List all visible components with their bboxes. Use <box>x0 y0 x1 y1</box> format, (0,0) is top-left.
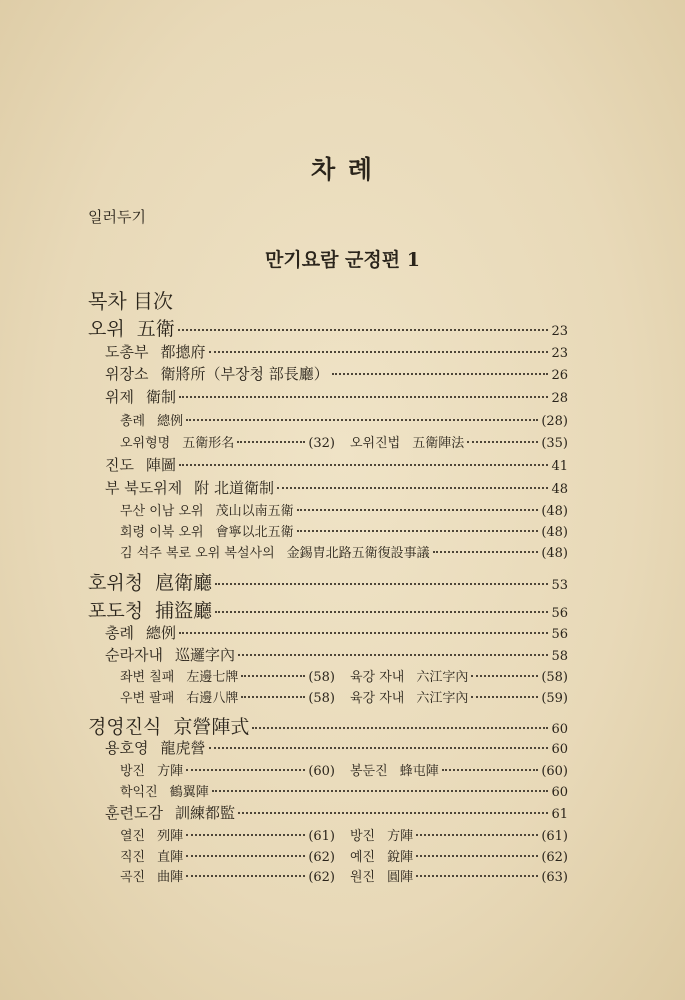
toc-entry <box>120 410 568 429</box>
page-number: 23 <box>551 346 568 361</box>
entry-hanja: 列陣 <box>157 829 184 844</box>
entry-korean: 순라자내 <box>105 646 163 664</box>
entry-korean: 도총부 <box>105 343 149 361</box>
toc-entry <box>105 454 568 475</box>
entry-korean: 오위 <box>88 318 125 340</box>
toc-entry <box>105 622 568 643</box>
page-number: 41 <box>551 459 568 474</box>
toc-entry <box>350 866 568 885</box>
entry-hanja: 曲陣 <box>157 870 184 885</box>
toc-entry <box>120 825 335 844</box>
entry-korean: 우변 팔패 <box>120 691 175 706</box>
entry-hanja: 總例 <box>157 414 184 429</box>
toc-entry <box>120 500 568 519</box>
entry-korean: 진도 <box>105 456 134 474</box>
toc-entry <box>105 737 568 758</box>
toc-entry <box>120 781 568 800</box>
toc-entry <box>120 666 335 685</box>
toc-heading: 목차 目次 <box>88 289 173 313</box>
entry-hanja: 銳陣 <box>387 850 414 865</box>
toc-entry <box>105 341 568 362</box>
entry-hanja: 訓練都監 <box>174 804 235 822</box>
leader-dots <box>238 812 548 814</box>
entry-korean: 회령 이북 오위 <box>120 525 204 540</box>
entry-korean: 오위진법 <box>350 436 401 451</box>
page-number: 58 <box>551 649 568 664</box>
entry-hanja: 龍虎營 <box>160 739 206 757</box>
leader-dots <box>209 747 549 749</box>
volume-title: 만기요람 군정편 1 <box>265 249 420 271</box>
entry-hanja: 京營陣式 <box>173 716 250 738</box>
entry-korean: 포도청 <box>88 600 144 622</box>
entry-hanja: 巡邏字內 <box>174 646 235 664</box>
entry-korean: 총례 <box>120 414 146 429</box>
page-title: 차 례 <box>310 155 374 184</box>
toc-entry <box>120 760 335 779</box>
entry-korean: 방진 <box>120 764 146 779</box>
page-number: 26 <box>551 368 568 383</box>
entry-hanja: 扈衛廳 <box>155 572 213 594</box>
toc-entry <box>105 386 568 407</box>
entry-hanja: 直陣 <box>157 850 184 865</box>
entry-korean: 용호영 <box>105 739 149 757</box>
leader-dots <box>179 632 548 634</box>
entry-hanja: 總例 <box>145 624 176 642</box>
page-number: 56 <box>551 606 568 621</box>
entry-korean: 오위형명 <box>120 436 171 451</box>
entry-hanja: 右邊八牌 <box>186 691 239 706</box>
entry-korean: 훈련도감 <box>105 804 163 822</box>
page-number: 60 <box>551 785 568 800</box>
entry-korean: 예진 <box>350 850 376 865</box>
intro-link: 일러두기 <box>88 208 146 226</box>
leader-dots <box>252 727 548 729</box>
leader-dots <box>416 875 538 877</box>
toc-entry <box>120 866 335 885</box>
toc-entry <box>120 432 335 451</box>
page-number: (61) <box>308 829 335 844</box>
page-number: (60) <box>541 764 568 779</box>
toc-entry <box>120 521 568 540</box>
page-number: (32) <box>308 436 335 451</box>
page-number: (28) <box>541 414 568 429</box>
entry-korean: 호위청 <box>88 572 144 594</box>
entry-hanja: 會寧以北五衛 <box>215 525 294 540</box>
entry-hanja: 金錫胄北路五衛復設事議 <box>286 546 430 561</box>
entry-hanja: 五衛 <box>136 318 175 340</box>
toc-entry <box>88 596 568 623</box>
leader-dots <box>215 583 548 585</box>
entry-korean: 육강 자내 <box>350 691 405 706</box>
page-number: 53 <box>551 578 568 593</box>
toc-entry <box>105 363 568 384</box>
entry-hanja: 陣圖 <box>145 456 176 474</box>
page-number: (63) <box>541 870 568 885</box>
leader-dots <box>178 329 549 331</box>
page-number: 61 <box>551 807 568 822</box>
entry-hanja: 都摠府 <box>160 343 206 361</box>
entry-korean: 직진 <box>120 850 146 865</box>
page-number: 23 <box>551 324 568 339</box>
leader-dots <box>215 611 548 613</box>
leader-dots <box>212 790 549 792</box>
toc-entry <box>120 542 568 561</box>
leader-dots <box>186 855 305 857</box>
toc-entry <box>88 712 568 739</box>
entry-hanja: 蜂屯陣 <box>399 764 439 779</box>
page-number: (62) <box>308 850 335 865</box>
leader-dots <box>467 441 538 443</box>
entry-hanja: 六江字內 <box>416 670 469 685</box>
leader-dots <box>433 551 539 553</box>
leader-dots <box>471 696 538 698</box>
leader-dots <box>186 875 305 877</box>
entry-hanja: 茂山以南五衛 <box>215 504 294 519</box>
leader-dots <box>442 769 539 771</box>
page-number: (60) <box>308 764 335 779</box>
entry-korean: 열진 <box>120 829 146 844</box>
toc-entry <box>105 802 568 823</box>
page-number: (48) <box>541 504 568 519</box>
leader-dots <box>416 834 538 836</box>
entry-korean: 좌변 칠패 <box>120 670 175 685</box>
entry-korean: 무산 이남 오위 <box>120 504 204 519</box>
toc-entry <box>120 846 335 865</box>
page-number: (62) <box>541 850 568 865</box>
leader-dots <box>416 855 538 857</box>
leader-dots <box>297 530 539 532</box>
toc-entry <box>88 314 568 341</box>
leader-dots <box>332 373 549 375</box>
page-number: 60 <box>551 722 568 737</box>
entry-korean: 김 석주 복로 오위 복설사의 <box>120 546 275 561</box>
leader-dots <box>186 834 305 836</box>
entry-hanja: 左邊七牌 <box>186 670 239 685</box>
page-number: (35) <box>541 436 568 451</box>
page-number: 48 <box>551 482 568 497</box>
entry-korean: 위장소 <box>105 365 149 383</box>
entry-korean: 봉둔진 <box>350 764 388 779</box>
leader-dots <box>241 675 305 677</box>
toc-entry <box>105 644 568 665</box>
entry-korean: 학익진 <box>120 785 158 800</box>
page-number: (58) <box>308 691 335 706</box>
entry-hanja: 鶴翼陣 <box>169 785 209 800</box>
leader-dots <box>471 675 538 677</box>
page-number: (48) <box>541 546 568 561</box>
entry-korean: 방진 <box>350 829 376 844</box>
entry-hanja: 方陣 <box>387 829 414 844</box>
leader-dots <box>297 509 539 511</box>
entry-hanja: 五衛形名 <box>182 436 235 451</box>
page-number: (61) <box>541 829 568 844</box>
page-number: 60 <box>551 742 568 757</box>
entry-korean: 곡진 <box>120 870 146 885</box>
toc-entry <box>120 687 335 706</box>
entry-korean: 부 북도위제 <box>105 479 183 497</box>
toc-entry <box>88 568 568 595</box>
entry-hanja: 衛制 <box>145 388 176 406</box>
entry-hanja: 五衛陣法 <box>412 436 465 451</box>
entry-hanja: 圓陣 <box>387 870 414 885</box>
toc-entry <box>350 666 568 685</box>
entry-hanja: 捕盜廳 <box>155 600 213 622</box>
page-number: (58) <box>308 670 335 685</box>
leader-dots <box>179 396 548 398</box>
entry-korean: 총례 <box>105 624 134 642</box>
entry-hanja: 六江字內 <box>416 691 469 706</box>
toc-entry <box>350 846 568 865</box>
entry-korean: 육강 자내 <box>350 670 405 685</box>
leader-dots <box>237 441 305 443</box>
entry-korean: 위제 <box>105 388 134 406</box>
toc-entry <box>350 432 568 451</box>
leader-dots <box>186 419 538 421</box>
leader-dots <box>186 769 305 771</box>
toc-entry <box>350 760 568 779</box>
leader-dots <box>241 696 305 698</box>
entry-korean: 원진 <box>350 870 376 885</box>
leader-dots <box>238 654 548 656</box>
entry-hanja: 衛將所（부장청 部長廳） <box>160 365 329 383</box>
leader-dots <box>209 351 549 353</box>
toc-entry <box>105 477 568 498</box>
page-number: (62) <box>308 870 335 885</box>
entry-korean: 경영진식 <box>88 716 162 738</box>
page-number: (48) <box>541 525 568 540</box>
page-number: 28 <box>551 391 568 406</box>
leader-dots <box>179 464 548 466</box>
page-number: (58) <box>541 670 568 685</box>
entry-hanja: 方陣 <box>157 764 184 779</box>
leader-dots <box>277 487 548 489</box>
toc-entry <box>350 687 568 706</box>
page-number: 56 <box>551 627 568 642</box>
entry-hanja: 附 北道衛制 <box>194 479 274 497</box>
page-number: (59) <box>541 691 568 706</box>
toc-entry <box>350 825 568 844</box>
